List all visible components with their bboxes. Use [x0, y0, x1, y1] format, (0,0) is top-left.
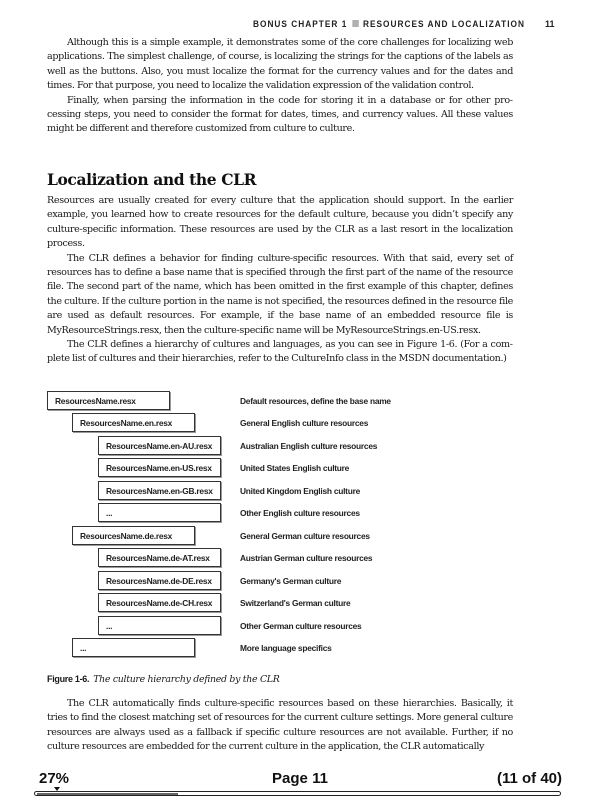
- diagram-label: General German culture resources: [240, 531, 370, 541]
- paragraph: The CLR defines a behavior for finding culture-specific resources. With that said, every set of resources has to define a base name that is specified through the first part of the name of the resource file. The second part of the name, which has been omitted in the first example of this chapter, defines the culture. If the culture portion in the name is not specified, the resources defined in the resource file are used as default resources. For example, if the base name of an embedded resource file is MyResourceStrings.resx, then the culture-specific name will be MyResourceStrings.en-US.resx.: [47, 252, 513, 336]
- diagram-box: ResourcesName.en-GB.resx: [98, 481, 221, 500]
- figure-caption-text: The culture hierarchy defined by the CLR: [93, 674, 280, 685]
- diagram-box: ...: [72, 638, 195, 657]
- diagram-label: Germany's German culture: [240, 576, 342, 586]
- square-separator-icon: [352, 20, 358, 27]
- diagram-box: ResourcesName.en-AU.resx: [98, 436, 221, 455]
- running-header: [253, 19, 525, 29]
- diagram-label: Australian English culture resources: [240, 441, 378, 451]
- diagram-label: United Kingdom English culture: [240, 486, 360, 496]
- diagram-label: Austrian German culture resources: [240, 553, 373, 563]
- diagram-box: ResourcesName.de.resx: [72, 526, 195, 545]
- section-heading: Localization and the CLR: [47, 170, 257, 189]
- paragraph: Although this is a simple example, it demonstrates some of the core challenges for localizing web applications. The simplest challenge, of course, is localizing the strings for the captions of the labels as well as the buttons. Also, you must localize the format for the currency values and for the dates and times. For that purpose, you need to localize the validation expression of the validation control.: [47, 37, 513, 92]
- diagram-label: Default resources, define the base name: [240, 396, 391, 406]
- diagram-box: ResourcesName.de-AT.resx: [98, 548, 221, 567]
- diagram-label: United States English culture: [240, 463, 350, 473]
- paragraph: Resources are usually created for every culture that the application should support. In the earlier example, you learned how to create resources for the default culture, because you didn’t specify any culture-specific information. These resources are used by the CLR as a last resort in the localization process.: [47, 195, 513, 250]
- diagram-box: ...: [98, 503, 221, 522]
- section-text: [47, 194, 513, 367]
- progress-fill: [37, 793, 178, 795]
- paragraph: The CLR automatically finds culture-specific resources based on these hierarchies. Basically, it tries to find the closest matching set of resources for the current culture settings. More general culture resources are always used as a fallback if specific culture resources are not available. Further, if no culture resources are embedded for the current culture in the application, the CLR automatically: [47, 698, 513, 753]
- diagram-box: ResourcesName.resx: [47, 391, 170, 410]
- diagram-label: More language specifics: [240, 643, 332, 653]
- figure-number: Figure 1-6.: [47, 674, 90, 684]
- diagram-box: ResourcesName.en-US.resx: [98, 458, 221, 477]
- progress-percent: 27%: [39, 770, 70, 787]
- intro-text: [47, 36, 513, 137]
- diagram-label: General English culture resources: [240, 418, 369, 428]
- diagram-label: Other German culture resources: [240, 621, 362, 631]
- diagram-box: ...: [98, 616, 221, 635]
- closing-text: [47, 697, 513, 755]
- page-count: (11 of 40): [496, 770, 562, 787]
- reader-status-bar: [0, 765, 600, 800]
- chapter-label: BONUS CHAPTER 1: [253, 19, 348, 29]
- diagram-label: Switzerland's German culture: [240, 598, 351, 608]
- paragraph: The CLR defines a hierarchy of cultures and languages, as you can see in Figure 1-6. (For a complete list of cultures and their hierarchies, refer to the CultureInfo class in the MSDN documentation.): [47, 339, 513, 365]
- figure-caption: [47, 669, 280, 687]
- diagram-box: ResourcesName.de-DE.resx: [98, 571, 221, 590]
- progress-slider[interactable]: [34, 791, 561, 796]
- page-number: 11: [545, 19, 555, 29]
- diagram-box: ResourcesName.de-CH.resx: [98, 593, 221, 612]
- paragraph: Finally, when parsing the information in the code for storing it in a database or for other processing steps, you need to consider the format for dates, times, and currency values. All these values might be different and therefore customized from culture to culture.: [47, 94, 513, 135]
- page-label: Page 11: [272, 770, 328, 787]
- section-label: RESOURCES AND LOCALIZATION: [362, 19, 525, 29]
- diagram-label: Other English culture resources: [240, 508, 360, 518]
- diagram-box: ResourcesName.en.resx: [72, 413, 195, 432]
